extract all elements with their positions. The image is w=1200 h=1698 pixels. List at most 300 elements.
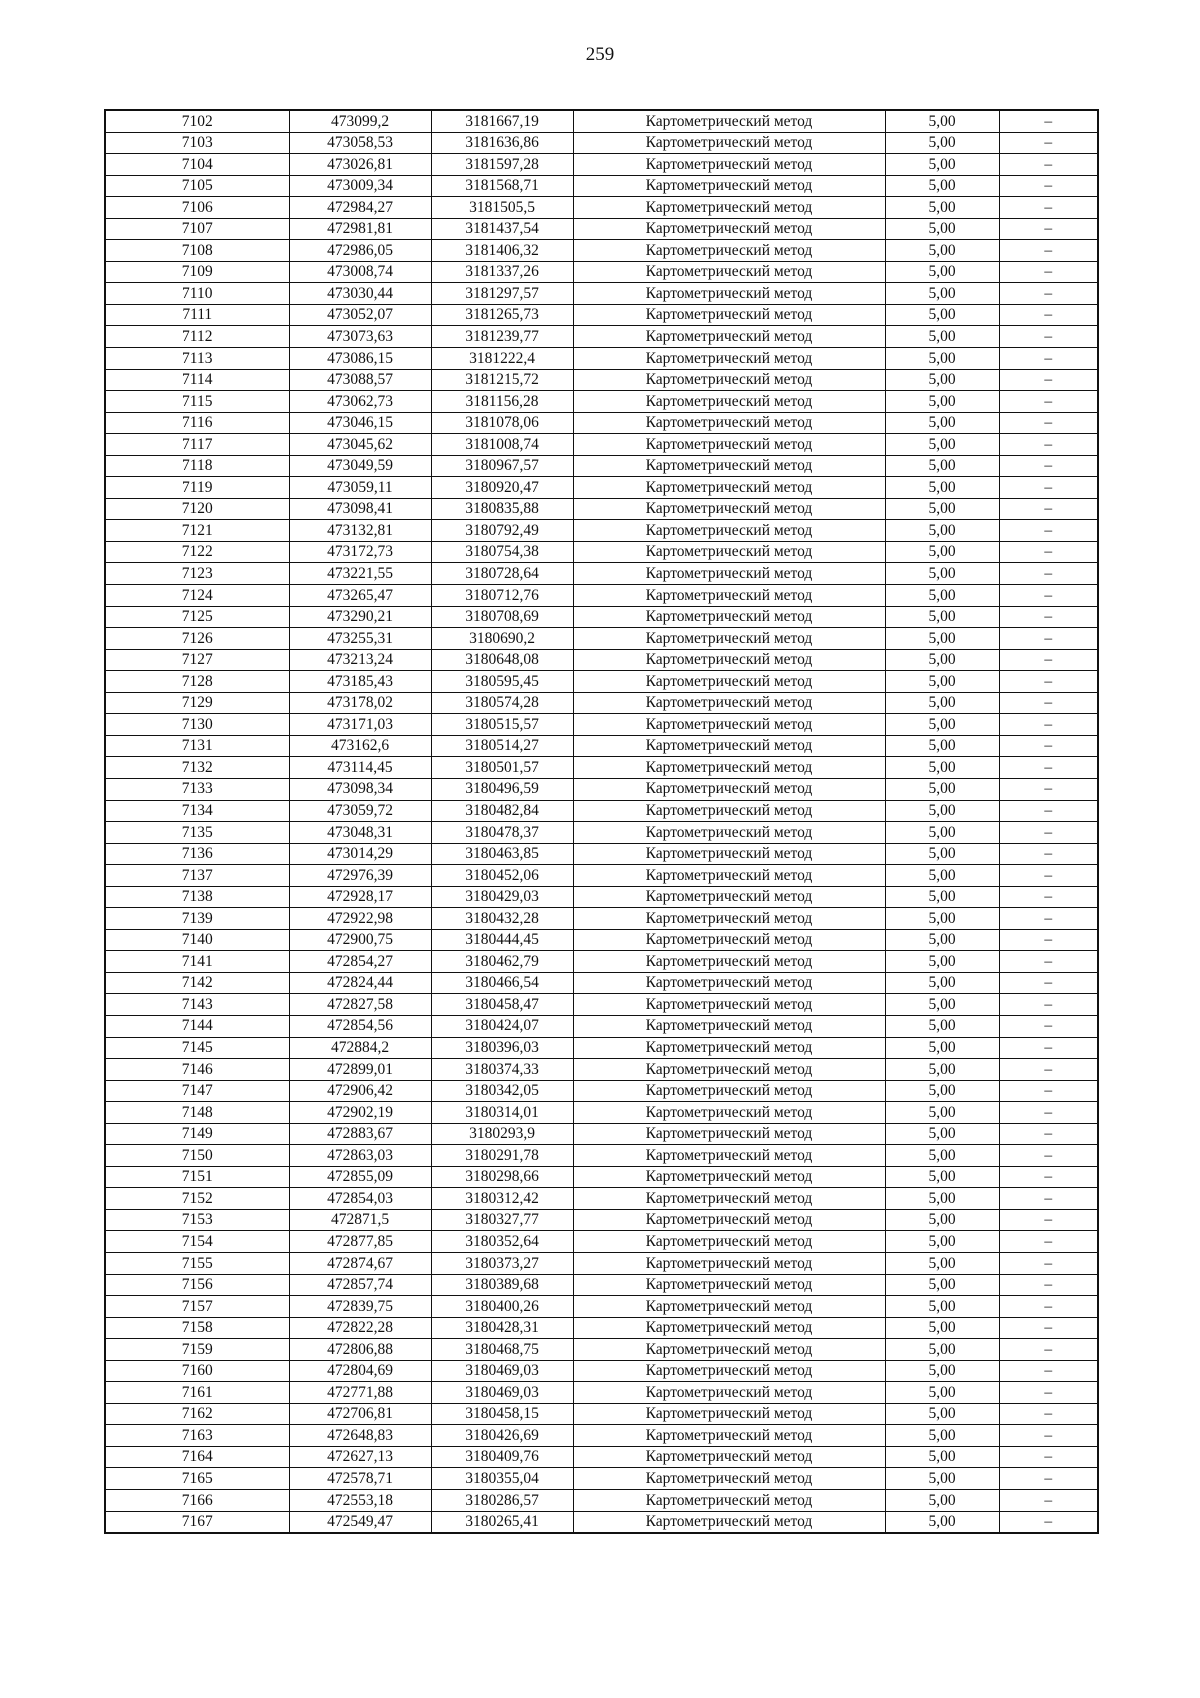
accuracy-cell: 5,00 [885, 843, 999, 865]
method-cell: Картометрический метод [573, 455, 885, 477]
description-cell: – [999, 1403, 1098, 1425]
table-row [105, 1425, 1098, 1447]
description-cell: – [999, 218, 1098, 240]
method-cell: Картометрический метод [573, 994, 885, 1016]
y-coordinate-cell: 3181597,28 [431, 154, 573, 176]
y-coordinate-cell: 3181008,74 [431, 434, 573, 456]
point-number-cell: 7104 [105, 154, 289, 176]
accuracy-cell: 5,00 [885, 261, 999, 283]
accuracy-cell: 5,00 [885, 800, 999, 822]
accuracy-cell: 5,00 [885, 1382, 999, 1404]
method-cell: Картометрический метод [573, 1296, 885, 1318]
x-coordinate-cell: 473073,63 [289, 326, 431, 348]
method-cell: Картометрический метод [573, 412, 885, 434]
y-coordinate-cell: 3180426,69 [431, 1425, 573, 1447]
accuracy-cell: 5,00 [885, 477, 999, 499]
description-cell: – [999, 972, 1098, 994]
y-coordinate-cell: 3180728,64 [431, 563, 573, 585]
accuracy-cell: 5,00 [885, 412, 999, 434]
point-number-cell: 7134 [105, 800, 289, 822]
y-coordinate-cell: 3180312,42 [431, 1188, 573, 1210]
y-coordinate-cell: 3180514,27 [431, 735, 573, 757]
description-cell: – [999, 585, 1098, 607]
y-coordinate-cell: 3180458,47 [431, 994, 573, 1016]
method-cell: Картометрический метод [573, 1252, 885, 1274]
method-cell: Картометрический метод [573, 520, 885, 542]
y-coordinate-cell: 3181568,71 [431, 175, 573, 197]
table-row [105, 1123, 1098, 1145]
point-number-cell: 7152 [105, 1188, 289, 1210]
point-number-cell: 7162 [105, 1403, 289, 1425]
x-coordinate-cell: 472806,88 [289, 1339, 431, 1361]
point-number-cell: 7132 [105, 757, 289, 779]
accuracy-cell: 5,00 [885, 197, 999, 219]
description-cell: – [999, 1102, 1098, 1124]
point-number-cell: 7156 [105, 1274, 289, 1296]
description-cell: – [999, 822, 1098, 844]
x-coordinate-cell: 472857,74 [289, 1274, 431, 1296]
table-row [105, 1468, 1098, 1490]
y-coordinate-cell: 3181215,72 [431, 369, 573, 391]
method-cell: Картометрический метод [573, 110, 885, 132]
table-row [105, 757, 1098, 779]
method-cell: Картометрический метод [573, 800, 885, 822]
y-coordinate-cell: 3180409,76 [431, 1446, 573, 1468]
table-row [105, 283, 1098, 305]
point-number-cell: 7150 [105, 1145, 289, 1167]
y-coordinate-cell: 3180374,33 [431, 1059, 573, 1081]
method-cell: Картометрический метод [573, 865, 885, 887]
y-coordinate-cell: 3180355,04 [431, 1468, 573, 1490]
table-row [105, 692, 1098, 714]
x-coordinate-cell: 473213,24 [289, 649, 431, 671]
y-coordinate-cell: 3181297,57 [431, 283, 573, 305]
description-cell: – [999, 455, 1098, 477]
point-number-cell: 7165 [105, 1468, 289, 1490]
point-number-cell: 7128 [105, 671, 289, 693]
method-cell: Картометрический метод [573, 1274, 885, 1296]
x-coordinate-cell: 472855,09 [289, 1166, 431, 1188]
accuracy-cell: 5,00 [885, 154, 999, 176]
x-coordinate-cell: 473099,2 [289, 110, 431, 132]
method-cell: Картометрический метод [573, 1360, 885, 1382]
accuracy-cell: 5,00 [885, 735, 999, 757]
point-number-cell: 7151 [105, 1166, 289, 1188]
method-cell: Картометрический метод [573, 498, 885, 520]
x-coordinate-cell: 472553,18 [289, 1490, 431, 1512]
table-row [105, 628, 1098, 650]
description-cell: – [999, 563, 1098, 585]
coordinates-table-body [105, 110, 1098, 1533]
point-number-cell: 7122 [105, 541, 289, 563]
description-cell: – [999, 1511, 1098, 1533]
x-coordinate-cell: 472549,47 [289, 1511, 431, 1533]
x-coordinate-cell: 473059,72 [289, 800, 431, 822]
description-cell: – [999, 843, 1098, 865]
method-cell: Картометрический метод [573, 1231, 885, 1253]
accuracy-cell: 5,00 [885, 1360, 999, 1382]
method-cell: Картометрический метод [573, 391, 885, 413]
table-row [105, 1102, 1098, 1124]
table-row [105, 1296, 1098, 1318]
x-coordinate-cell: 473132,81 [289, 520, 431, 542]
description-cell: – [999, 951, 1098, 973]
accuracy-cell: 5,00 [885, 1145, 999, 1167]
table-row [105, 261, 1098, 283]
description-cell: – [999, 132, 1098, 154]
point-number-cell: 7167 [105, 1511, 289, 1533]
y-coordinate-cell: 3180265,41 [431, 1511, 573, 1533]
accuracy-cell: 5,00 [885, 218, 999, 240]
description-cell: – [999, 671, 1098, 693]
description-cell: – [999, 1209, 1098, 1231]
x-coordinate-cell: 473086,15 [289, 348, 431, 370]
point-number-cell: 7124 [105, 585, 289, 607]
point-number-cell: 7129 [105, 692, 289, 714]
point-number-cell: 7117 [105, 434, 289, 456]
y-coordinate-cell: 3180432,28 [431, 908, 573, 930]
method-cell: Картометрический метод [573, 1123, 885, 1145]
accuracy-cell: 5,00 [885, 541, 999, 563]
x-coordinate-cell: 473221,55 [289, 563, 431, 585]
point-number-cell: 7125 [105, 606, 289, 628]
method-cell: Картометрический метод [573, 606, 885, 628]
table-row [105, 1317, 1098, 1339]
description-cell: – [999, 412, 1098, 434]
method-cell: Картометрический метод [573, 1188, 885, 1210]
accuracy-cell: 5,00 [885, 1252, 999, 1274]
x-coordinate-cell: 472827,58 [289, 994, 431, 1016]
y-coordinate-cell: 3180327,77 [431, 1209, 573, 1231]
table-row [105, 886, 1098, 908]
table-row [105, 498, 1098, 520]
x-coordinate-cell: 472883,67 [289, 1123, 431, 1145]
x-coordinate-cell: 473026,81 [289, 154, 431, 176]
table-row [105, 1339, 1098, 1361]
table-row [105, 585, 1098, 607]
method-cell: Картометрический метод [573, 369, 885, 391]
accuracy-cell: 5,00 [885, 1446, 999, 1468]
accuracy-cell: 5,00 [885, 1102, 999, 1124]
table-row [105, 606, 1098, 628]
method-cell: Картометрический метод [573, 1425, 885, 1447]
accuracy-cell: 5,00 [885, 369, 999, 391]
y-coordinate-cell: 3180967,57 [431, 455, 573, 477]
point-number-cell: 7143 [105, 994, 289, 1016]
description-cell: – [999, 261, 1098, 283]
y-coordinate-cell: 3180574,28 [431, 692, 573, 714]
table-row [105, 1080, 1098, 1102]
table-row [105, 1382, 1098, 1404]
y-coordinate-cell: 3181636,86 [431, 132, 573, 154]
description-cell: – [999, 1145, 1098, 1167]
x-coordinate-cell: 472899,01 [289, 1059, 431, 1081]
y-coordinate-cell: 3180482,84 [431, 800, 573, 822]
description-cell: – [999, 1015, 1098, 1037]
table-row [105, 369, 1098, 391]
accuracy-cell: 5,00 [885, 1317, 999, 1339]
point-number-cell: 7149 [105, 1123, 289, 1145]
table-row [105, 1231, 1098, 1253]
x-coordinate-cell: 473265,47 [289, 585, 431, 607]
x-coordinate-cell: 472578,71 [289, 1468, 431, 1490]
description-cell: – [999, 1059, 1098, 1081]
y-coordinate-cell: 3180501,57 [431, 757, 573, 779]
point-number-cell: 7106 [105, 197, 289, 219]
point-number-cell: 7103 [105, 132, 289, 154]
x-coordinate-cell: 472884,2 [289, 1037, 431, 1059]
method-cell: Картометрический метод [573, 1339, 885, 1361]
point-number-cell: 7140 [105, 929, 289, 951]
point-number-cell: 7121 [105, 520, 289, 542]
y-coordinate-cell: 3180373,27 [431, 1252, 573, 1274]
point-number-cell: 7146 [105, 1059, 289, 1081]
x-coordinate-cell: 473058,53 [289, 132, 431, 154]
table-row [105, 1360, 1098, 1382]
table-row [105, 1490, 1098, 1512]
description-cell: – [999, 369, 1098, 391]
accuracy-cell: 5,00 [885, 951, 999, 973]
table-row [105, 1446, 1098, 1468]
point-number-cell: 7110 [105, 283, 289, 305]
point-number-cell: 7114 [105, 369, 289, 391]
point-number-cell: 7111 [105, 304, 289, 326]
x-coordinate-cell: 472771,88 [289, 1382, 431, 1404]
point-number-cell: 7123 [105, 563, 289, 585]
method-cell: Картометрический метод [573, 154, 885, 176]
method-cell: Картометрический метод [573, 843, 885, 865]
table-row [105, 348, 1098, 370]
accuracy-cell: 5,00 [885, 585, 999, 607]
description-cell: – [999, 714, 1098, 736]
y-coordinate-cell: 3180429,03 [431, 886, 573, 908]
accuracy-cell: 5,00 [885, 391, 999, 413]
accuracy-cell: 5,00 [885, 972, 999, 994]
method-cell: Картометрический метод [573, 261, 885, 283]
method-cell: Картометрический метод [573, 951, 885, 973]
point-number-cell: 7113 [105, 348, 289, 370]
description-cell: – [999, 1425, 1098, 1447]
x-coordinate-cell: 472928,17 [289, 886, 431, 908]
table-row [105, 132, 1098, 154]
x-coordinate-cell: 472854,03 [289, 1188, 431, 1210]
x-coordinate-cell: 472627,13 [289, 1446, 431, 1468]
x-coordinate-cell: 473172,73 [289, 541, 431, 563]
accuracy-cell: 5,00 [885, 1123, 999, 1145]
method-cell: Картометрический метод [573, 1037, 885, 1059]
description-cell: – [999, 778, 1098, 800]
method-cell: Картометрический метод [573, 1382, 885, 1404]
table-row [105, 1015, 1098, 1037]
accuracy-cell: 5,00 [885, 757, 999, 779]
description-cell: – [999, 606, 1098, 628]
table-row [105, 240, 1098, 262]
point-number-cell: 7133 [105, 778, 289, 800]
accuracy-cell: 5,00 [885, 520, 999, 542]
point-number-cell: 7164 [105, 1446, 289, 1468]
method-cell: Картометрический метод [573, 1015, 885, 1037]
y-coordinate-cell: 3181437,54 [431, 218, 573, 240]
method-cell: Картометрический метод [573, 1490, 885, 1512]
point-number-cell: 7112 [105, 326, 289, 348]
accuracy-cell: 5,00 [885, 1209, 999, 1231]
table-row [105, 671, 1098, 693]
accuracy-cell: 5,00 [885, 865, 999, 887]
description-cell: – [999, 908, 1098, 930]
description-cell: – [999, 1231, 1098, 1253]
table-row [105, 326, 1098, 348]
x-coordinate-cell: 473062,73 [289, 391, 431, 413]
table-row [105, 822, 1098, 844]
description-cell: – [999, 1296, 1098, 1318]
y-coordinate-cell: 3180314,01 [431, 1102, 573, 1124]
y-coordinate-cell: 3180466,54 [431, 972, 573, 994]
point-number-cell: 7102 [105, 110, 289, 132]
table-row [105, 110, 1098, 132]
method-cell: Картометрический метод [573, 541, 885, 563]
method-cell: Картометрический метод [573, 348, 885, 370]
accuracy-cell: 5,00 [885, 886, 999, 908]
y-coordinate-cell: 3180712,76 [431, 585, 573, 607]
accuracy-cell: 5,00 [885, 1166, 999, 1188]
method-cell: Картометрический метод [573, 585, 885, 607]
accuracy-cell: 5,00 [885, 929, 999, 951]
y-coordinate-cell: 3180754,38 [431, 541, 573, 563]
description-cell: – [999, 692, 1098, 714]
description-cell: – [999, 1188, 1098, 1210]
table-row [105, 843, 1098, 865]
x-coordinate-cell: 472922,98 [289, 908, 431, 930]
x-coordinate-cell: 472902,19 [289, 1102, 431, 1124]
table-row [105, 649, 1098, 671]
point-number-cell: 7137 [105, 865, 289, 887]
table-row [105, 908, 1098, 930]
x-coordinate-cell: 472822,28 [289, 1317, 431, 1339]
y-coordinate-cell: 3180792,49 [431, 520, 573, 542]
table-row [105, 455, 1098, 477]
y-coordinate-cell: 3180708,69 [431, 606, 573, 628]
accuracy-cell: 5,00 [885, 434, 999, 456]
method-cell: Картометрический метод [573, 1166, 885, 1188]
accuracy-cell: 5,00 [885, 1274, 999, 1296]
point-number-cell: 7139 [105, 908, 289, 930]
accuracy-cell: 5,00 [885, 1403, 999, 1425]
accuracy-cell: 5,00 [885, 304, 999, 326]
accuracy-cell: 5,00 [885, 778, 999, 800]
point-number-cell: 7154 [105, 1231, 289, 1253]
description-cell: – [999, 865, 1098, 887]
x-coordinate-cell: 472863,03 [289, 1145, 431, 1167]
accuracy-cell: 5,00 [885, 1490, 999, 1512]
table-row [105, 197, 1098, 219]
x-coordinate-cell: 473162,6 [289, 735, 431, 757]
x-coordinate-cell: 473008,74 [289, 261, 431, 283]
accuracy-cell: 5,00 [885, 240, 999, 262]
table-row [105, 563, 1098, 585]
y-coordinate-cell: 3181239,77 [431, 326, 573, 348]
point-number-cell: 7127 [105, 649, 289, 671]
y-coordinate-cell: 3180458,15 [431, 1403, 573, 1425]
y-coordinate-cell: 3180478,37 [431, 822, 573, 844]
method-cell: Картометрический метод [573, 972, 885, 994]
x-coordinate-cell: 472871,5 [289, 1209, 431, 1231]
point-number-cell: 7153 [105, 1209, 289, 1231]
table-row [105, 154, 1098, 176]
method-cell: Картометрический метод [573, 304, 885, 326]
description-cell: – [999, 994, 1098, 1016]
table-row [105, 1188, 1098, 1210]
accuracy-cell: 5,00 [885, 326, 999, 348]
method-cell: Картометрический метод [573, 735, 885, 757]
accuracy-cell: 5,00 [885, 1425, 999, 1447]
y-coordinate-cell: 3180469,03 [431, 1382, 573, 1404]
method-cell: Картометрический метод [573, 671, 885, 693]
x-coordinate-cell: 473255,31 [289, 628, 431, 650]
method-cell: Картометрический метод [573, 1446, 885, 1468]
method-cell: Картометрический метод [573, 1403, 885, 1425]
point-number-cell: 7119 [105, 477, 289, 499]
description-cell: – [999, 757, 1098, 779]
accuracy-cell: 5,00 [885, 1511, 999, 1533]
point-number-cell: 7161 [105, 1382, 289, 1404]
point-number-cell: 7108 [105, 240, 289, 262]
x-coordinate-cell: 473098,41 [289, 498, 431, 520]
method-cell: Картометрический метод [573, 1102, 885, 1124]
accuracy-cell: 5,00 [885, 1296, 999, 1318]
accuracy-cell: 5,00 [885, 348, 999, 370]
x-coordinate-cell: 473290,21 [289, 606, 431, 628]
description-cell: – [999, 1037, 1098, 1059]
accuracy-cell: 5,00 [885, 563, 999, 585]
accuracy-cell: 5,00 [885, 1080, 999, 1102]
point-number-cell: 7131 [105, 735, 289, 757]
description-cell: – [999, 1080, 1098, 1102]
description-cell: – [999, 1382, 1098, 1404]
y-coordinate-cell: 3180396,03 [431, 1037, 573, 1059]
table-row [105, 1145, 1098, 1167]
method-cell: Картометрический метод [573, 1059, 885, 1081]
table-row [105, 477, 1098, 499]
y-coordinate-cell: 3180389,68 [431, 1274, 573, 1296]
description-cell: – [999, 283, 1098, 305]
description-cell: – [999, 628, 1098, 650]
method-cell: Картометрический метод [573, 218, 885, 240]
x-coordinate-cell: 472877,85 [289, 1231, 431, 1253]
table-row [105, 434, 1098, 456]
method-cell: Картометрический метод [573, 908, 885, 930]
point-number-cell: 7160 [105, 1360, 289, 1382]
x-coordinate-cell: 473048,31 [289, 822, 431, 844]
table-row [105, 1274, 1098, 1296]
table-row [105, 520, 1098, 542]
accuracy-cell: 5,00 [885, 628, 999, 650]
y-coordinate-cell: 3180496,59 [431, 778, 573, 800]
table-row [105, 304, 1098, 326]
description-cell: – [999, 1252, 1098, 1274]
y-coordinate-cell: 3180428,31 [431, 1317, 573, 1339]
y-coordinate-cell: 3180515,57 [431, 714, 573, 736]
x-coordinate-cell: 472648,83 [289, 1425, 431, 1447]
method-cell: Картометрический метод [573, 175, 885, 197]
description-cell: – [999, 498, 1098, 520]
y-coordinate-cell: 3180400,26 [431, 1296, 573, 1318]
point-number-cell: 7166 [105, 1490, 289, 1512]
table-row [105, 1059, 1098, 1081]
table-row [105, 541, 1098, 563]
description-cell: – [999, 240, 1098, 262]
table-row [105, 972, 1098, 994]
point-number-cell: 7115 [105, 391, 289, 413]
